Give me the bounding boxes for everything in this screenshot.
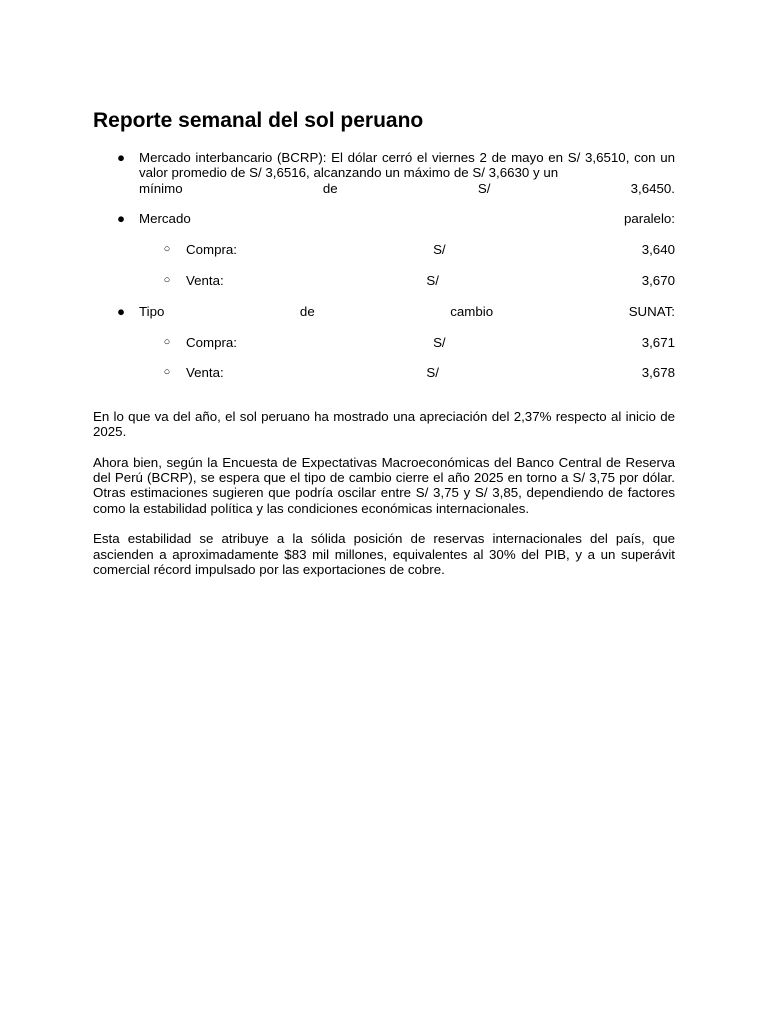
word: Venta: <box>186 272 224 288</box>
sub-bullet-marker: ○ <box>163 335 171 348</box>
word: SUNAT: <box>628 303 675 319</box>
paragraph-reserves: Esta estabilidad se atribuye a la sólida posición de reservas internacionales del país, que ascienden a aproximadamente $83 mil millones, equivalentes al 30% del PIB, y a un superávit comercial récord impulsado por las exportaciones de cobre. <box>93 531 675 578</box>
list-item-text <box>139 304 675 319</box>
list-item-sunat <box>93 304 675 319</box>
sub-bullet-marker: ○ <box>163 366 171 379</box>
word: 3,640 <box>641 242 675 258</box>
sublist-item-text <box>186 242 675 257</box>
list-item-interbancario <box>93 150 675 196</box>
sublist-item-sunat-compra <box>93 335 675 350</box>
bullet-marker: ● <box>116 150 126 165</box>
word: de <box>299 303 315 319</box>
word: Tipo <box>139 303 165 319</box>
word: S/ <box>477 180 491 196</box>
bullet-list <box>93 150 675 381</box>
word: S/ <box>433 242 446 258</box>
sub-bullet-marker: ○ <box>163 273 171 286</box>
list-item-paralelo <box>93 211 675 226</box>
bullet-marker: ● <box>116 211 126 227</box>
word: 3,6450. <box>630 180 675 196</box>
word: 3,671 <box>641 334 675 350</box>
word: Mercado <box>139 211 191 227</box>
sublist-item-text <box>186 365 675 380</box>
sublist-item-text <box>186 335 675 350</box>
word: S/ <box>426 365 439 381</box>
list-item-text: Mercado interbancario (BCRP): El dólar cerró el viernes 2 de mayo en S/ 3,6510, con un valor promedio de S/ 3,6516, alcanzando un máximo de S/ 3,6630 y un <box>139 150 675 181</box>
page-title: Reporte semanal del sol peruano <box>93 109 424 132</box>
paragraph-expectations: Ahora bien, según la Encuesta de Expectativas Macroeconómicas del Banco Central de Reserva del Perú (BCRP), se espera que el tipo de cambio cierre el año 2025 en torno a S/ 3,75 por dólar. Otras estimaciones sugieren que podría oscilar entre S/ 3,75 y S/ 3,85, dependiendo de factores como la estabilidad política y las condiciones económicas internacionales. <box>93 454 675 516</box>
bullet-marker: ● <box>116 303 126 319</box>
sublist-item-paralelo-venta <box>93 273 675 288</box>
word: cambio <box>450 303 494 319</box>
body-paragraphs <box>93 409 675 578</box>
word: Compra: <box>186 334 237 350</box>
sublist-item-text <box>186 273 675 288</box>
word: Compra: <box>186 242 237 258</box>
word: de <box>322 180 338 196</box>
word: S/ <box>426 272 439 288</box>
document-page <box>93 108 675 577</box>
sublist-item-paralelo-compra <box>93 242 675 257</box>
word: 3,678 <box>641 365 675 381</box>
word: paralelo: <box>623 211 675 227</box>
word: Venta: <box>186 365 224 381</box>
list-item-text <box>139 211 675 226</box>
word: S/ <box>433 334 446 350</box>
sublist-item-sunat-venta <box>93 365 675 380</box>
word: 3,670 <box>641 272 675 288</box>
word: mínimo <box>139 180 183 196</box>
list-item-last-line <box>139 181 675 196</box>
paragraph-appreciation: En lo que va del año, el sol peruano ha mostrado una apreciación del 2,37% respecto al inicio de 2025. <box>93 408 675 439</box>
sub-bullet-marker: ○ <box>163 243 171 256</box>
